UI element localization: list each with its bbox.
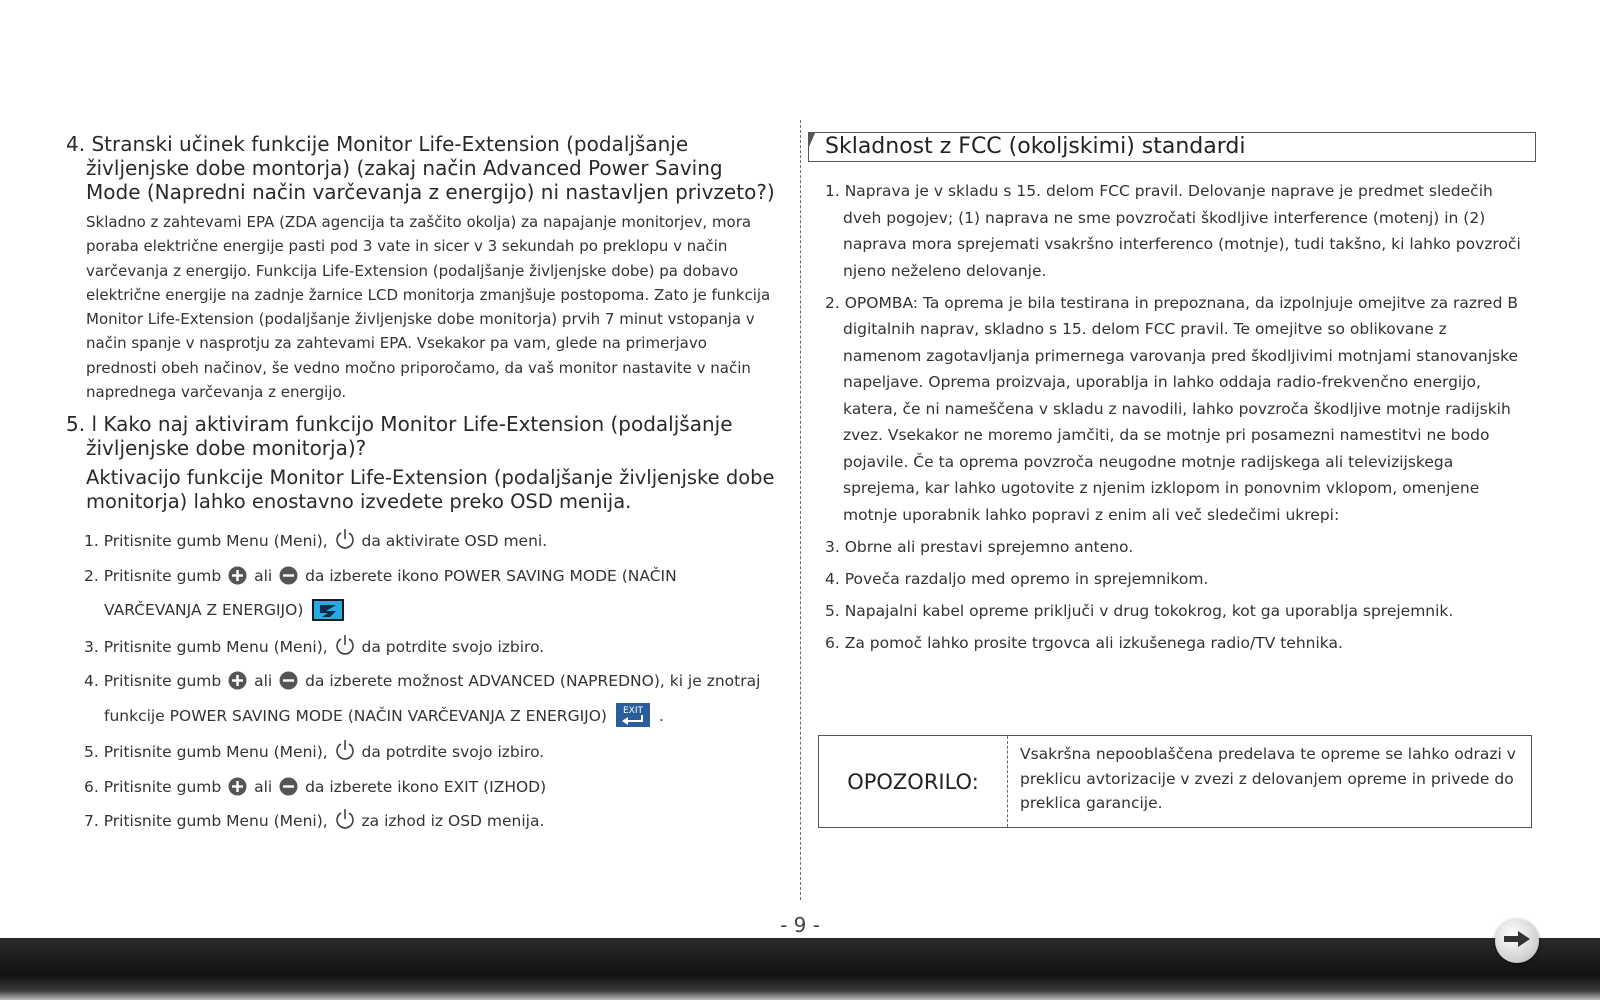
fcc-item: 3. Obrne ali prestavi sprejemno anteno. [825,537,1134,556]
plus-icon [228,776,247,807]
fcc-list [825,178,1525,662]
fcc-item: 4. Poveča razdaljo med opremo in sprejemnikom. [825,569,1209,588]
fcc-item: 5. Napajalni kabel opreme priključi v drug tokokrog, kot ga uporablja sprejemnik. [825,601,1454,620]
osd-steps [66,526,781,841]
step-7: 7. Pritisnite gumb Menu (Meni), za izhod iz OSD menija. [84,806,781,841]
power-icon [335,739,355,772]
footer-bar [0,938,1600,1000]
q4-heading: 4. Stranski učinek funkcije Monitor Life-Extension (podaljšanje življenjske dobe montorja) (zakaj način Advanced Power Saving Mode (Napredni način varčevanja z energijo) ni nastavljen privzeto?) [66,132,775,204]
plus-icon [228,565,247,596]
left-column [66,132,781,841]
power-icon [335,528,355,561]
step-2: 2. Pritisnite gumb ali da izberete ikono POWER SAVING MODE (NAČIN VARČEVANJA Z ENERGIJO) [84,561,781,632]
step-3: 3. Pritisnite gumb Menu (Meni), da potrdite svojo izbiro. [84,632,781,667]
plus-icon [228,670,247,701]
next-arrow-icon [1502,929,1532,953]
q5-intro: Aktivacijo funkcije Monitor Life-Extension (podaljšanje življenjske dobe monitorja) lahko enostavno izvedete preko OSD menija. [86,466,775,514]
exit-icon [616,703,650,738]
minus-icon [279,670,298,701]
step-4: 4. Pritisnite gumb ali da izberete možnost ADVANCED (NAPREDNO), ki je znotraj funkcije POWER SAVING MODE (NAČIN VARČEVANJA Z ENERGIJO) EXIT . [84,666,781,737]
title-corner-decoration [809,133,815,147]
warning-box [818,735,1532,828]
next-page-button[interactable] [1495,919,1539,963]
column-divider [800,120,801,900]
fcc-item: 6. Za pomoč lahko prosite trgovca ali izkušenega radio/TV tehnika. [825,633,1343,652]
fcc-item: 2. OPOMBA: Ta oprema je bila testirana in prepoznana, da izpolnjuje omejitve za razred B digitalnih naprav, skladno s 15. delom FCC pravil. Te omejitve so oblikovane z namenom zagotavljanja primernega varovanja pred škodljivimi motnjami stanovanjske napeljave. Oprema proizvaja, uporablja in lahko oddaja radio-frekvenčno energijo, katera, če ni nameščena v skladu z navodili, lahko povzroča škodljive motnje radijskih zvez. Vsekakor ne moremo jamčiti, da se motnje pri posamezni namestitvi ne bodo pojavile. Če ta oprema povzroča neugodne motnje radijskega ali televizijskega sprejema, kar lahko ugotovite z njenim izklopom in ponovnim vklopom, omenjene motnje uporabnik lahko popravi z enim ali več sledečimi ukrepi: [825,293,1519,524]
power-icon [335,808,355,841]
minus-icon [279,776,298,807]
warning-label: OPOZORILO: [819,736,1008,827]
step-1: 1. Pritisnite gumb Menu (Meni), da aktivirate OSD meni. [84,526,781,561]
fcc-section-title: Skladnost z FCC (okoljskimi) standardi [808,132,1536,162]
minus-icon [279,565,298,596]
q4-body: Skladno z zahtevami EPA (ZDA agencija ta zaščito okolja) za napajanje monitorjev, mora poraba električne energije pasti pod 3 vate in sicer v 3 sekundah po preklopu v način varčevanja z energijo. Funkcija Life-Extension (podaljšanje življenjske dobe) pa dobavo električne energije na zadnje žarnice LCD monitorja zmanjšuje postopoma. Zato je funkcija Monitor Life-Extension (podaljšanje življenjske dobe monitorja) prvih 7 minut vstopanja v način spanje v nasprotju za zahtevami EPA. Vsekakor pa vam, glede na primerjavo prednosti obeh načinov, še vedno močno priporočamo, da vaš monitor nastavite v način naprednega varčevanja z energijo. [86,213,771,402]
power-saving-mode-icon [312,599,344,632]
step-5: 5. Pritisnite gumb Menu (Meni), da potrdite svojo izbiro. [84,737,781,772]
fcc-item: 1. Naprava je v skladu s 15. delom FCC pravil. Delovanje naprave je predmet sledečih dveh pogojev; (1) naprava ne sme povzročati škodljive interference (motenj) in (2) naprava mora sprejemati vsakršno interferenco (motnje), tudi takšno, ki lahko povzroči njeno neželeno delovanje. [825,182,1521,280]
warning-text: Vsakršna nepooblaščena predelava te opreme se lahko odrazi v preklicu avtorizacije v zvezi z delovanjem opreme in privede do preklica garancije. [1020,745,1516,812]
page-number: - 9 - [780,913,820,937]
step-6: 6. Pritisnite gumb ali da izberete ikono EXIT (IZHOD) [84,772,781,807]
svg-text:EXIT: EXIT [622,705,643,716]
power-icon [335,634,355,667]
q5-heading: 5. l Kako naj aktiviram funkcijo Monitor Life-Extension (podaljšanje življenjske dobe monitorja)? [66,412,733,461]
